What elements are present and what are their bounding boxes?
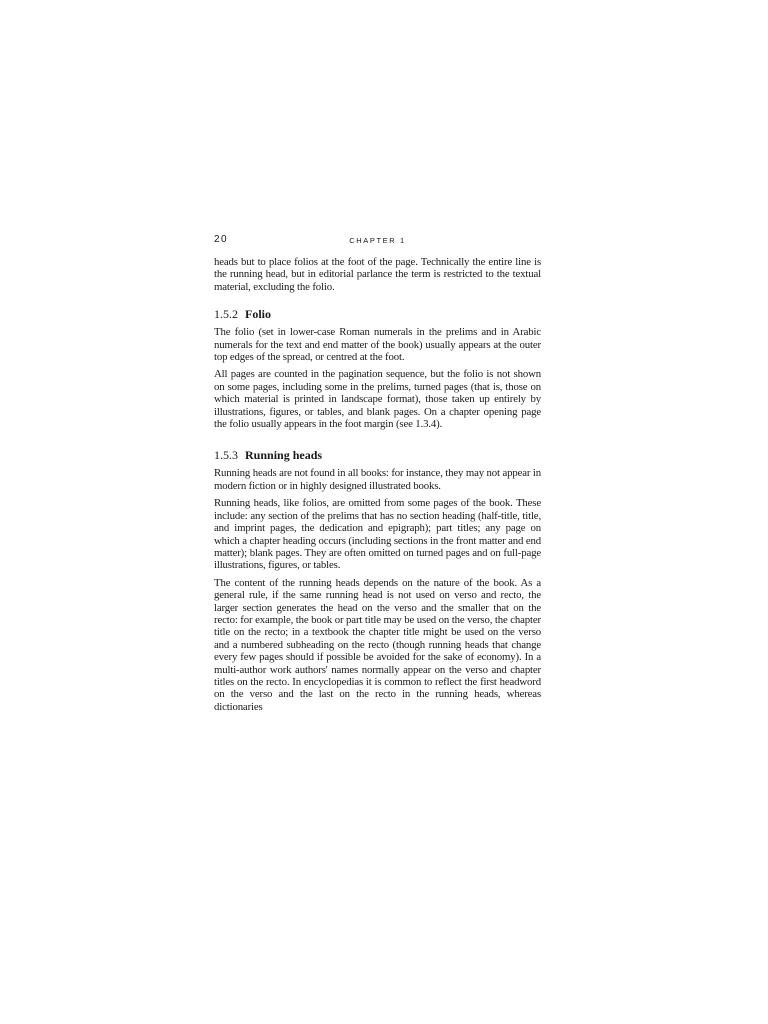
folio-paragraph-1: The folio (set in lower-case Roman numerals in the prelims and in Arabic numerals for the text and end matter of the book) usually appears at the outer top edges of the spread, or centred at the foot. [214,326,541,364]
section-title: Running heads [245,448,323,463]
section-heading-folio [214,307,541,321]
folio-paragraph-2: All pages are counted in the pagination sequence, but the folio is not shown on some pages, including some in the prelims, turned pages (that is, those on which material is printed in landscape format), those taken up entirely by illustrations, figures, or tables, and blank pages. On a chapter opening page the folio usually appears in the foot margin (see 1.3.4). [214,368,541,431]
section-heading-running-heads [214,448,541,462]
section-title: Folio [245,307,271,322]
running-head [214,232,541,250]
opening-paragraph: heads but to place folios at the foot of the page. Technically the entire line is the running head, but in editorial parlance the term is restricted to the textual material, excluding the folio. [214,256,541,293]
section-number: 1.5.2 [214,307,238,322]
folio-number: 20 [214,234,229,245]
chapter-label: CHAPTER 1 [349,236,406,245]
running-heads-paragraph-1: Running heads are not found in all books: for instance, they may not appear in modern fiction or in highly designed illustrated books. [214,467,541,492]
section-number: 1.5.3 [214,448,238,463]
text-block [214,232,541,713]
running-heads-paragraph-3: The content of the running heads depends on the nature of the book. As a general rule, if the same running head is not used on verso and recto, the larger section generates the head on the verso and the smaller that on the recto: for example, the book or part title may be used on the verso, the chapter title on the recto; in a textbook the chapter title might be used on the verso and a numbered subheading on the recto (though running heads that change every few pages should if possible be avoided for the sake of economy). In a multi-author work authors' names normally appear on the verso and chapter titles on the recto. In encyclopedias it is common to reflect the first headword on the verso and the last on the recto in the running heads, whereas dictionaries [214,576,541,713]
running-heads-paragraph-2: Running heads, like folios, are omitted from some pages of the book. These include: any section of the prelims that has no section heading (half-title, title, and imprint pages, the dedication and epigraph); part titles; any page on which a chapter heading occurs (including sections in the front matter and end matter); blank pages. They are often omitted on turned pages and on full-page illustrations, figures, or tables. [214,497,541,572]
